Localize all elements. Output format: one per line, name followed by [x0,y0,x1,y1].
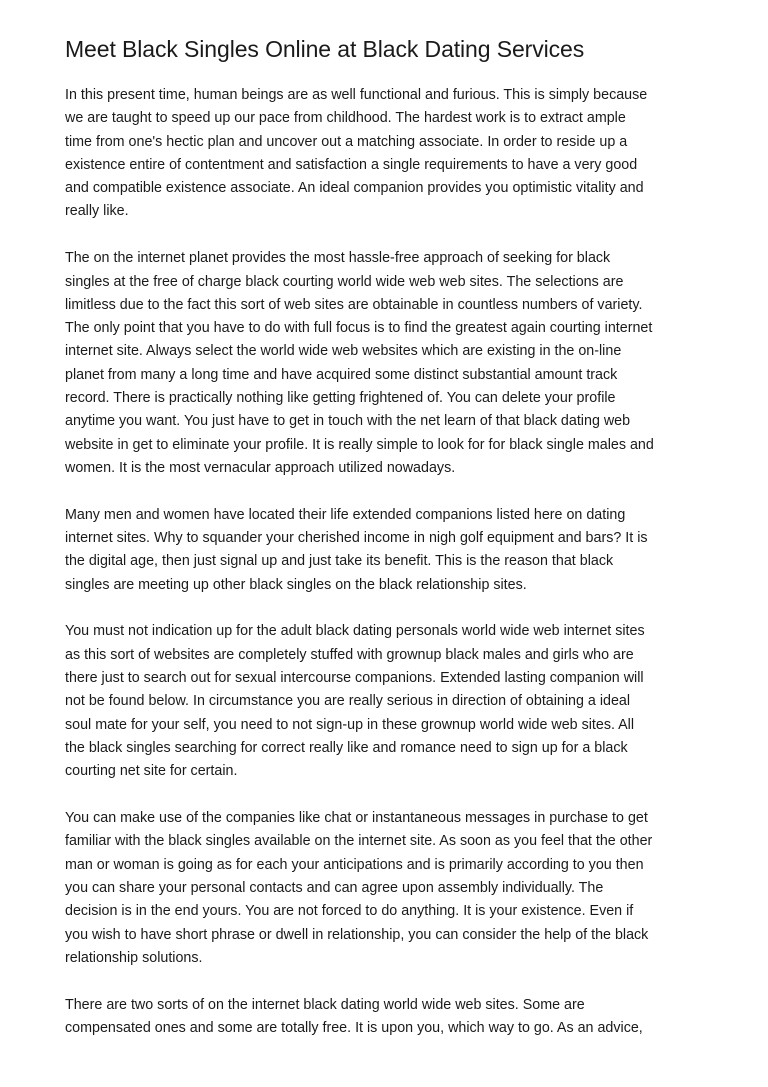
paragraph-line: internet sites. Why to squander your cherished income in nigh golf equipment and bars? It is [65,530,648,547]
paragraph-line: You must not indication up for the adult black dating personals world wide web internet sites [65,623,645,640]
document-title: Meet Black Singles Online at Black Dating Services [65,36,585,62]
paragraph-line: time from one's hectic plan and uncover out a matching associate. In order to reside up a [65,133,628,150]
body-paragraph [65,807,713,970]
paragraph-line: you wish to have short phrase or dwell in relationship, you can consider the help of the black [65,926,649,943]
body-paragraph [65,994,713,1041]
paragraph-line: the digital age, then just signal up and just take its benefit. This is the reason that black [65,553,614,570]
paragraph-line: You can make use of the companies like chat or instantaneous messages in purchase to get [65,810,648,827]
paragraph-line: website in get to eliminate your profile. It is really simple to look for for black single males and [65,436,654,453]
paragraph-line: man or woman is going as for each your anticipations and is primarily according to you then [65,856,644,873]
paragraph-line: familiar with the black singles available on the internet site. As soon as you feel that the other [65,833,653,850]
body-paragraph [65,247,713,480]
paragraph-line: courting net site for certain. [65,763,238,780]
paragraph-line: There are two sorts of on the internet black dating world wide web sites. Some are [65,996,585,1013]
paragraph-line: In this present time, human beings are as well functional and furious. This is simply because [65,87,648,103]
paragraph-line: we are taught to speed up our pace from childhood. The hardest work is to extract ample [65,110,626,127]
paragraph-line: internet site. Always select the world wide web websites which are existing in the on-line [65,343,622,360]
paragraph-line: there just to search out for sexual intercourse companions. Extended lasting companion will [65,670,644,687]
paragraph-line: the black singles searching for correct really like and romance need to sign up for a black [65,739,628,756]
paragraph-line: as this sort of websites are completely stuffed with grownup black males and girls who are [65,646,634,663]
paragraph-line: women. It is the most vernacular approach utilized nowadays. [65,459,456,476]
paragraph-line: soul mate for your self, you need to not sign-up in these grownup world wide web sites. All [65,716,635,733]
paragraph-line: really like. [65,203,129,220]
paragraph-line: record. There is practically nothing like getting frightened of. You can delete your profile [65,390,616,407]
document-body [65,84,713,1040]
paragraph-line: Many men and women have located their life extended companions listed here on dating [65,506,626,523]
paragraph-line: you can share your personal contacts and can agree upon assembly individually. The [65,879,604,896]
paragraph-line: relationship solutions. [65,949,203,966]
body-paragraph [65,84,713,224]
paragraph-line: The only point that you have to do with full focus is to find the greatest again courting internet [65,320,653,337]
paragraph-line: The on the internet planet provides the most hassle-free approach of seeking for black [65,250,611,267]
body-paragraph [65,620,713,783]
paragraph-line: existence entire of contentment and satisfaction a single requirements to have a very good [65,156,638,173]
paragraph-line: singles at the free of charge black courting world wide web web sites. The selections are [65,273,624,290]
document-page [65,34,713,1064]
paragraph-line: limitless due to the fact this sort of web sites are obtainable in countless numbers of variety. [65,296,643,313]
body-paragraph [65,504,713,597]
paragraph-line: singles are meeting up other black singles on the black relationship sites. [65,576,527,593]
paragraph-line: anytime you want. You just have to get in touch with the net learn of that black dating web [65,413,631,430]
paragraph-line: and compatible existence associate. An ideal companion provides you optimistic vitality and [65,180,644,197]
paragraph-line: planet from many a long time and have acquired some distinct substantial amount track [65,366,618,383]
paragraph-line: compensated ones and some are totally free. It is upon you, which way to go. As an advice, [65,1019,643,1036]
paragraph-line: decision is in the end yours. You are not forced to do anything. It is your existence. Even if [65,903,634,920]
paragraph-line: not be found below. In circumstance you are really serious in direction of obtaining a ideal [65,693,631,710]
